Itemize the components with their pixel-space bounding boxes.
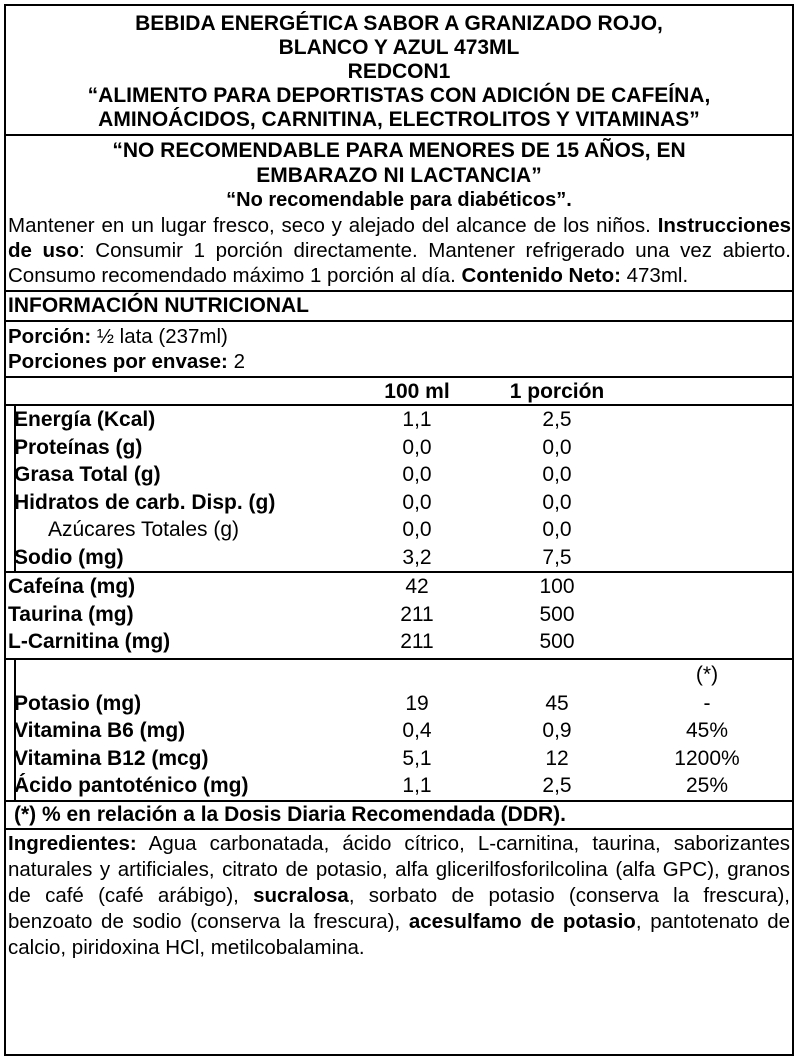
nutrient-group-stimulants [6,573,792,660]
nutrient-row [6,516,792,544]
nutrient-row [6,690,792,718]
value-portion: 500 [539,630,575,653]
nutrient-row [6,628,792,656]
column-header-portion: 1 porción [509,380,605,403]
value-portion: 2,5 [542,408,572,431]
value-100ml: 5,1 [402,746,432,770]
nutrient-row [6,461,792,489]
nutrient-row [6,772,792,800]
value-100ml: 42 [405,575,429,598]
value-100ml: 0,4 [402,719,432,742]
value-100ml: 211 [400,630,434,653]
servings-value: 2 [227,350,245,373]
value-100ml: 0,0 [402,490,432,514]
portion-value: ½ lata (237ml) [91,325,228,348]
diabetic-warning: “No recomendable para diabéticos”. [226,189,572,211]
value-portion: 0,0 [542,518,572,541]
value-portion: 0,0 [542,435,572,459]
nutrient-name: Proteínas (g) [14,435,143,459]
ingredients-text-2: , sorbato de potasio (conserva la frescura), benzoato de sodio (conserva la frescura), [8,883,790,933]
nutrient-name: Azúcares Totales (g) [48,518,240,541]
value-100ml: 0,0 [402,518,432,541]
value-ddr: - [703,691,711,715]
ddr-header-row [6,660,792,690]
servings-label: Porciones por envase: [8,350,228,373]
category-line-1: “ALIMENTO PARA DEPORTISTAS CON ADICIÓN DE CAFEÍNA, [87,84,711,107]
value-100ml: 211 [400,602,434,626]
nutrient-name: L-Carnitina (mg) [8,630,171,653]
column-header-ddr: (*) [695,662,719,686]
ingredients-text-3: , pantotenato de calcio, piridoxina HCl, metilcobalamina. [8,909,790,959]
value-portion: 45 [545,691,569,715]
nutrient-name: Taurina (mg) [8,602,134,626]
brand-name: REDCON1 [347,60,451,83]
nutrient-name: Energía (Kcal) [14,408,156,431]
ingredient-sucralose: sucralosa [253,883,349,907]
ingredients-text-1: Agua carbonatada, ácido cítrico, L-carnitina, taurina, saborizantes naturales y artificiales, citrato de potasio, alfa glicerilfosforilcolina (alfa GPC), granos de café (café arábigo), [8,831,790,907]
value-portion: 2,5 [542,774,572,797]
nutrient-row [6,601,792,629]
product-name-line-2: BLANCO Y AZUL 473ML [278,36,520,59]
nutrient-row [6,544,792,572]
nutrient-group-vitamins [6,660,792,800]
ingredients-label: Ingredientes: [8,831,137,855]
portion-label: Porción: [8,325,92,348]
value-100ml: 0,0 [402,435,432,459]
value-ddr: 25% [685,774,729,797]
nutrition-label [4,4,794,1056]
nutrient-name: Cafeína (mg) [8,575,136,598]
nutrient-row [6,573,792,601]
nutrition-title: INFORMACIÓN NUTRICIONAL [6,292,792,322]
nutrient-row [6,406,792,434]
value-100ml: 3,2 [402,545,432,569]
value-portion: 100 [539,575,575,598]
column-headers [6,378,792,406]
value-portion: 12 [545,746,569,770]
nutrient-name: Potasio (mg) [14,691,142,715]
usage-label: Instrucciones de uso [8,214,791,262]
value-100ml: 0,0 [402,463,432,486]
column-header-100ml: 100 ml [384,380,450,403]
nutrient-name: Sodio (mg) [14,545,124,569]
value-100ml: 1,1 [402,774,432,797]
storage-text: Mantener en un lugar fresco, seco y alejado del alcance de los niños. [8,214,651,237]
usage-instructions [6,213,792,292]
nutrient-row [6,717,792,745]
nutrient-row [6,434,792,462]
portion-info [6,322,792,378]
value-portion: 0,0 [542,463,572,486]
value-portion: 500 [539,602,575,626]
usage-text: : Consumir 1 porción directamente. Mantener refrigerado una vez abierto. Consumo recomendado máximo 1 porción al día. [8,239,791,287]
warning-line-1: “NO RECOMENDABLE PARA MENORES DE 15 AÑOS, EN [112,139,686,162]
value-ddr: 1200% [674,746,740,770]
nutrient-row [6,489,792,517]
net-content-label: Contenido Neto: [461,264,621,287]
warning-line-2: EMBARAZO NI LACTANCIA” [256,164,542,187]
value-ddr: 45% [685,719,729,742]
nutrient-group-main [6,406,792,573]
value-100ml: 1,1 [402,408,432,431]
category-line-2: AMINOÁCIDOS, CARNITINA, ELECTROLITOS Y VITAMINAS” [98,108,700,131]
value-100ml: 19 [405,691,429,715]
value-portion: 0,9 [542,719,572,742]
nutrient-name: Vitamina B6 (mg) [14,719,186,742]
nutrient-name: Hidratos de carb. Disp. (g) [14,490,276,514]
net-content-value: 473ml. [620,264,689,287]
warning-block [6,136,792,213]
ingredient-acesulfame: acesulfamo de potasio [408,909,636,933]
ddr-footnote: (*) % en relación a la Dosis Diaria Recomendada (DDR). [6,800,792,830]
product-name-line-1: BEBIDA ENERGÉTICA SABOR A GRANIZADO ROJO, [135,12,663,35]
value-portion: 0,0 [542,490,572,514]
ingredients-block [6,830,792,961]
value-portion: 7,5 [542,545,572,569]
nutrient-name: Ácido pantoténico (mg) [14,774,249,797]
nutrient-name: Vitamina B12 (mcg) [14,746,209,770]
nutrient-name: Grasa Total (g) [14,463,161,486]
nutrient-row [6,745,792,773]
product-header [6,6,792,136]
